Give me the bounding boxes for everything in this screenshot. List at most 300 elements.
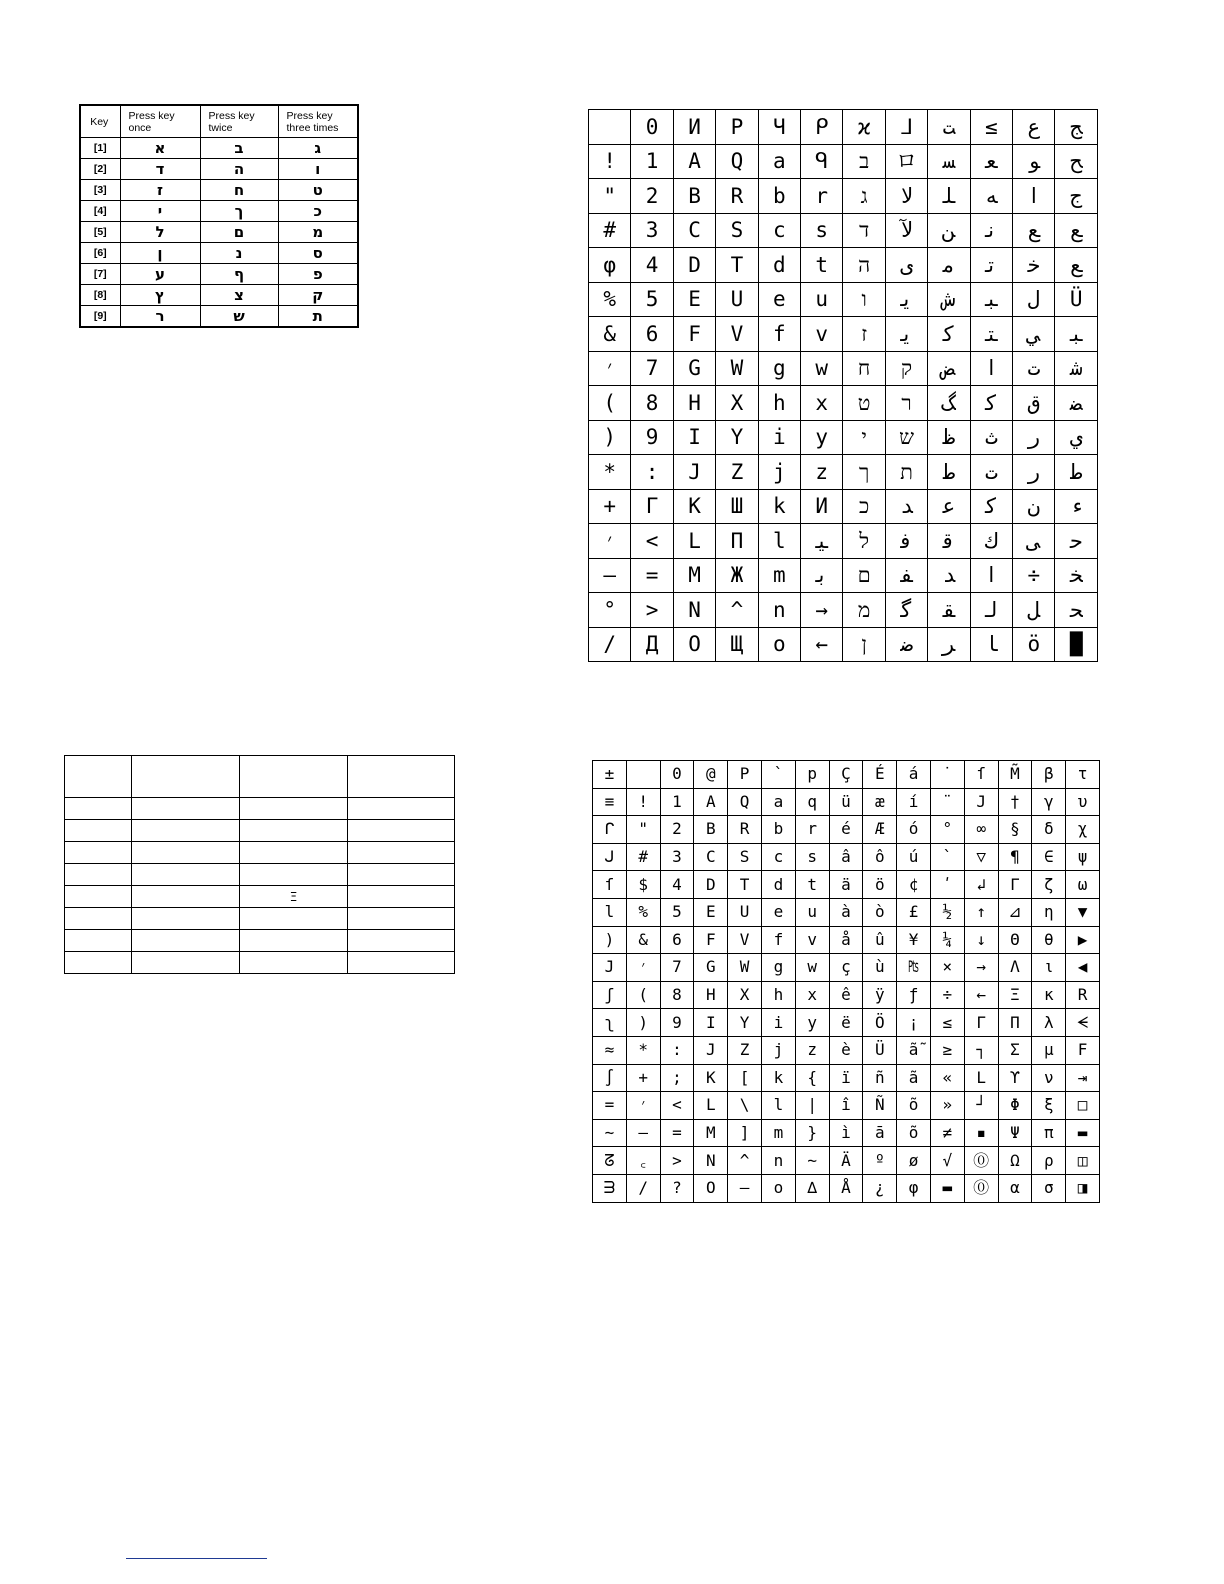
table-cell: Ñ	[863, 1092, 897, 1120]
table-cell: º	[863, 1147, 897, 1175]
table-cell: ת	[885, 455, 927, 490]
table-cell: %	[626, 898, 660, 926]
table-cell: ﻳ	[885, 317, 927, 352]
table-cell: ï	[829, 1064, 863, 1092]
table-cell	[65, 930, 132, 952]
table-cell: ≈	[593, 1036, 627, 1064]
table-cell: ⇥	[1066, 1064, 1100, 1092]
table-cell: ﺘ	[970, 317, 1012, 352]
table-cell: R	[1066, 981, 1100, 1009]
table-row	[589, 213, 1098, 248]
table-cell: ¨	[930, 788, 964, 816]
table-cell: ﺨ	[1055, 558, 1098, 593]
table-cell: ل	[1013, 282, 1055, 317]
table-cell: ﻠ	[928, 179, 970, 214]
table-row	[589, 179, 1098, 214]
table-cell: t	[801, 248, 843, 283]
table-cell: ]	[728, 1119, 762, 1147]
table-row	[593, 1009, 1100, 1037]
table-cell: ﻓ	[885, 524, 927, 559]
table-cell: e	[758, 282, 800, 317]
table-row	[589, 317, 1098, 352]
table-cell: ã	[897, 1064, 931, 1092]
table-cell: L	[673, 524, 715, 559]
table-cell: ﺷ	[1055, 351, 1098, 386]
table-cell: ﻧ	[970, 213, 1012, 248]
table-cell: [	[728, 1064, 762, 1092]
table-cell: מ	[843, 593, 885, 628]
table-row	[65, 820, 455, 842]
table-cell: ◫	[1066, 1147, 1100, 1175]
table-cell: c	[758, 213, 800, 248]
table-cell: F	[673, 317, 715, 352]
table-cell: —	[589, 558, 631, 593]
table-cell: q	[795, 788, 829, 816]
table-cell	[132, 842, 240, 864]
table-cell: ×	[930, 954, 964, 982]
table-cell: B	[673, 179, 715, 214]
table-cell: ö	[1013, 627, 1055, 662]
table-cell: ﻯ	[885, 248, 927, 283]
table-cell: z	[795, 1036, 829, 1064]
table-cell: ê	[829, 981, 863, 1009]
table-cell	[240, 930, 348, 952]
table-cell: ü	[829, 788, 863, 816]
table-cell	[240, 952, 348, 974]
table-cell: ט	[843, 386, 885, 421]
table-cell: ﻊ	[1055, 248, 1098, 283]
table-cell: τ	[1066, 761, 1100, 789]
table-cell: n	[761, 1147, 795, 1175]
table-cell: s	[801, 213, 843, 248]
table-cell: [2]	[80, 159, 120, 180]
table-cell: ᗱ	[593, 1174, 627, 1202]
table-cell: ך	[843, 455, 885, 490]
table-cell: 1	[660, 788, 694, 816]
table-cell: Θ	[998, 926, 1032, 954]
table-cell: ∫	[593, 1064, 627, 1092]
table-cell: ﺾ	[928, 351, 970, 386]
table-cell: ﺙ	[970, 420, 1012, 455]
table-cell: י	[843, 420, 885, 455]
table-cell: a	[758, 144, 800, 179]
table-row	[593, 843, 1100, 871]
table-cell: ζ	[1032, 871, 1066, 899]
table-cell: ﯿ	[801, 524, 843, 559]
table-cell: ﻮ	[1013, 144, 1055, 179]
table-cell: #	[626, 843, 660, 871]
table-cell: ç	[829, 954, 863, 982]
table-cell: ▽	[964, 843, 998, 871]
table-cell: ø	[897, 1147, 931, 1175]
table-cell: ι	[1032, 954, 1066, 982]
table-cell: ץ	[120, 285, 200, 306]
table-row	[589, 282, 1098, 317]
table-cell: Γ	[964, 1009, 998, 1037]
table-cell	[348, 864, 455, 886]
table-cell: ▼	[1066, 898, 1100, 926]
table-cell: μ	[1032, 1036, 1066, 1064]
table-cell: {	[795, 1064, 829, 1092]
table-cell: R	[728, 816, 762, 844]
table-cell: Γ	[998, 871, 1032, 899]
table-cell: Ö	[863, 1009, 897, 1037]
table-cell: 7	[631, 351, 673, 386]
table-cell: ↓	[964, 926, 998, 954]
table-cell: å	[829, 926, 863, 954]
table-row	[593, 898, 1100, 926]
table-cell: N	[694, 1147, 728, 1175]
table-cell: ﻪ	[970, 179, 1012, 214]
table-row	[593, 788, 1100, 816]
table-cell: l	[593, 898, 627, 926]
table-cell: 2	[631, 179, 673, 214]
table-cell: ó	[897, 816, 931, 844]
table-cell: ﻣ	[928, 248, 970, 283]
table-cell: ←	[801, 627, 843, 662]
table-cell: ﻛ	[928, 317, 970, 352]
table-cell: °	[589, 593, 631, 628]
table-cell: ÷	[930, 981, 964, 1009]
table-cell: 8	[660, 981, 694, 1009]
table-cell: k	[758, 489, 800, 524]
table-cell: v	[795, 926, 829, 954]
header-press-three-times: Press key three times	[278, 105, 358, 138]
table-cell: Ч	[758, 110, 800, 145]
table-cell: C	[694, 843, 728, 871]
table-cell: õ	[897, 1092, 931, 1120]
table-cell: )	[593, 926, 627, 954]
table-cell: ק	[278, 285, 358, 306]
table-cell: ﻊ	[1013, 213, 1055, 248]
table-cell: 5	[660, 898, 694, 926]
table-cell: α	[998, 1174, 1032, 1202]
table-cell: L	[964, 1064, 998, 1092]
table-cell: ﻊ	[1055, 213, 1098, 248]
table-cell: T	[716, 248, 758, 283]
table-cell	[240, 820, 348, 842]
table-cell: »	[930, 1092, 964, 1120]
table-cell: ׳	[626, 1092, 660, 1120]
table-cell: O	[673, 627, 715, 662]
table-cell: Q	[716, 144, 758, 179]
table-row	[589, 110, 1098, 145]
table-cell: A	[694, 788, 728, 816]
table-cell: D	[694, 871, 728, 899]
table-cell: é	[829, 816, 863, 844]
table-cell: ∈	[1032, 843, 1066, 871]
table-cell: Ä	[829, 1147, 863, 1175]
table-cell	[65, 886, 132, 908]
table-cell: b	[761, 816, 795, 844]
table-cell: õ	[897, 1119, 931, 1147]
table-cell: ﺗ	[970, 248, 1012, 283]
table-cell: í	[897, 788, 931, 816]
table-cell: X	[728, 981, 762, 1009]
table-cell: w	[795, 954, 829, 982]
table-cell: δ	[1032, 816, 1066, 844]
table-cell: →	[964, 954, 998, 982]
table-cell: ﺢ	[1055, 144, 1098, 179]
table-row	[593, 926, 1100, 954]
table-cell	[240, 756, 348, 798]
table-cell: )	[589, 420, 631, 455]
table-row	[589, 455, 1098, 490]
hebrew-table-row	[80, 201, 358, 222]
table-cell: i	[758, 420, 800, 455]
table-cell: ½	[930, 898, 964, 926]
table-cell: r	[801, 179, 843, 214]
table-cell: a	[761, 788, 795, 816]
table-cell: 0	[660, 761, 694, 789]
table-cell	[348, 952, 455, 974]
hebrew-table-row	[80, 222, 358, 243]
table-cell: ∼	[593, 1119, 627, 1147]
table-cell: —	[626, 1119, 660, 1147]
table-cell: ←	[964, 981, 998, 1009]
table-cell	[240, 864, 348, 886]
table-cell: V	[728, 926, 762, 954]
table-cell: `	[761, 761, 795, 789]
table-cell: C	[673, 213, 715, 248]
table-cell: ח	[200, 180, 278, 201]
table-cell: H	[673, 386, 715, 421]
table-cell: @	[694, 761, 728, 789]
table-cell: N	[673, 593, 715, 628]
table-cell: ﻻ	[885, 179, 927, 214]
table-cell: ו	[843, 282, 885, 317]
table-cell: u	[801, 282, 843, 317]
table-cell: %	[589, 282, 631, 317]
table-cell: ᒍ	[593, 843, 627, 871]
table-cell: ט	[278, 180, 358, 201]
table-cell: 4	[660, 871, 694, 899]
table-cell: Ψ	[998, 1119, 1032, 1147]
table-cell: β	[1032, 761, 1066, 789]
table-cell: i	[761, 1009, 795, 1037]
table-row	[65, 930, 455, 952]
table-cell: 9	[631, 420, 673, 455]
table-cell: #	[589, 213, 631, 248]
table-cell: 6	[631, 317, 673, 352]
table-cell: G	[694, 954, 728, 982]
table-cell: ᒧ	[885, 110, 927, 145]
table-cell: ﮐ	[970, 386, 1012, 421]
table-cell: "	[589, 179, 631, 214]
table-cell: צ	[200, 285, 278, 306]
table-cell: w	[801, 351, 843, 386]
table-cell: c	[761, 843, 795, 871]
table-cell: æ	[863, 788, 897, 816]
table-cell: S	[728, 843, 762, 871]
table-cell: ש	[200, 306, 278, 328]
table-cell	[240, 842, 348, 864]
table-cell: ﺞ	[1055, 110, 1098, 145]
table-cell: ﺭ	[1013, 455, 1055, 490]
table-cell: ſ	[593, 871, 627, 899]
table-row	[589, 524, 1098, 559]
table-cell: פ	[278, 264, 358, 285]
table-cell: ^	[716, 593, 758, 628]
table-cell: k	[761, 1064, 795, 1092]
table-cell: §	[998, 816, 1032, 844]
table-cell: ﺝ	[1055, 179, 1098, 214]
table-cell: И	[801, 489, 843, 524]
table-cell: )	[626, 1009, 660, 1037]
table-cell: =	[593, 1092, 627, 1120]
table-cell: ψ	[1066, 843, 1100, 871]
table-cell: d	[761, 871, 795, 899]
footnote-rule	[126, 1558, 267, 1559]
table-cell	[348, 756, 455, 798]
table-cell: ö	[863, 871, 897, 899]
table-cell: Æ	[863, 816, 897, 844]
table-cell: ק	[885, 351, 927, 386]
table-row	[589, 627, 1098, 662]
table-cell: Λ	[998, 954, 1032, 982]
table-cell: ᑫ	[801, 144, 843, 179]
table-cell: W	[716, 351, 758, 386]
table-cell: /	[589, 627, 631, 662]
table-row	[65, 864, 455, 886]
table-cell: 5	[631, 282, 673, 317]
table-cell: Ω	[998, 1147, 1032, 1175]
table-cell	[132, 864, 240, 886]
table-cell: ν	[1032, 1064, 1066, 1092]
table-cell: Ü	[1055, 282, 1098, 317]
table-row	[65, 798, 455, 820]
table-cell: m	[758, 558, 800, 593]
table-cell: ﻁ	[928, 455, 970, 490]
table-cell: ם	[200, 222, 278, 243]
table-cell: F	[1066, 1036, 1100, 1064]
table-cell: E	[694, 898, 728, 926]
table-cell: ϒ	[998, 1064, 1032, 1092]
table-cell: ﻋ	[928, 489, 970, 524]
table-cell	[348, 798, 455, 820]
table-cell: ⓪	[964, 1174, 998, 1202]
table-cell: ׳	[626, 954, 660, 982]
table-cell: ρ	[1032, 1147, 1066, 1175]
table-cell: ﻵ	[885, 213, 927, 248]
table-cell: j	[761, 1036, 795, 1064]
table-cell	[65, 842, 132, 864]
table-cell: <	[631, 524, 673, 559]
table-cell	[65, 864, 132, 886]
table-cell: ?	[660, 1174, 694, 1202]
hebrew-table-row	[80, 159, 358, 180]
table-cell: ﺑ	[801, 558, 843, 593]
table-cell: ד	[843, 213, 885, 248]
table-cell: □	[1066, 1092, 1100, 1120]
table-cell: J	[964, 788, 998, 816]
table-cell: →	[801, 593, 843, 628]
table-cell: <	[660, 1092, 694, 1120]
table-cell: `	[930, 843, 964, 871]
table-cell: Д	[631, 627, 673, 662]
table-cell: ה	[200, 159, 278, 180]
table-cell: &	[589, 317, 631, 352]
table-cell: *	[589, 455, 631, 490]
table-cell: —	[728, 1174, 762, 1202]
table-cell: Γ	[631, 489, 673, 524]
table-cell: ﻙ	[970, 524, 1012, 559]
table-cell: U	[728, 898, 762, 926]
table-cell	[65, 908, 132, 930]
table-cell	[65, 798, 132, 820]
table-cell: ד	[120, 159, 200, 180]
table-cell: y	[795, 1009, 829, 1037]
table-cell: ú	[897, 843, 931, 871]
table-cell: D	[673, 248, 715, 283]
table-cell: ≡	[593, 788, 627, 816]
table-row	[593, 1064, 1100, 1092]
table-cell: O	[694, 1174, 728, 1202]
table-cell: !	[589, 144, 631, 179]
table-cell: [4]	[80, 201, 120, 222]
table-cell: ר	[120, 306, 200, 328]
table-cell: ב	[843, 144, 885, 179]
table-cell: û	[863, 926, 897, 954]
table-row	[65, 756, 455, 798]
table-row	[593, 1092, 1100, 1120]
table-cell: M	[694, 1119, 728, 1147]
table-cell: γ	[1032, 788, 1066, 816]
table-cell: ﺀ	[1055, 489, 1098, 524]
table-row	[593, 1174, 1100, 1202]
table-cell: ¼	[930, 926, 964, 954]
table-cell: Ü	[863, 1036, 897, 1064]
table-cell: (	[589, 386, 631, 421]
table-row	[593, 1036, 1100, 1064]
table-cell: £	[897, 898, 931, 926]
table-cell: ן	[120, 243, 200, 264]
table-cell: ﺴ	[928, 144, 970, 179]
table-cell: ا	[970, 558, 1012, 593]
table-cell: Å	[829, 1174, 863, 1202]
table-cell: M	[673, 558, 715, 593]
table-cell: y	[801, 420, 843, 455]
table-cell: f	[761, 926, 795, 954]
table-cell: ﻔ	[885, 558, 927, 593]
table-cell: ≠	[930, 1119, 964, 1147]
table-cell: &	[626, 926, 660, 954]
table-cell: κ	[1032, 981, 1066, 1009]
table-cell: t	[795, 871, 829, 899]
table-cell: ϰ	[843, 110, 885, 145]
table-cell: ᘔ	[593, 1147, 627, 1175]
table-cell	[65, 820, 132, 842]
table-cell: J	[593, 954, 627, 982]
table-cell: ﻕ	[1013, 386, 1055, 421]
table-cell: v	[801, 317, 843, 352]
table-cell: ה	[843, 248, 885, 283]
table-row	[589, 489, 1098, 524]
table-cell	[132, 886, 240, 908]
table-cell: ا	[970, 351, 1012, 386]
table-cell: נ	[200, 243, 278, 264]
table-cell: g	[761, 954, 795, 982]
table-cell: F	[694, 926, 728, 954]
table-cell: ω	[1066, 871, 1100, 899]
table-cell: 2	[660, 816, 694, 844]
table-cell: ג	[843, 179, 885, 214]
table-cell: "	[626, 816, 660, 844]
table-cell: L	[694, 1092, 728, 1120]
table-cell: ב	[200, 138, 278, 159]
table-cell: ì	[829, 1119, 863, 1147]
table-cell: ≤	[930, 1009, 964, 1037]
